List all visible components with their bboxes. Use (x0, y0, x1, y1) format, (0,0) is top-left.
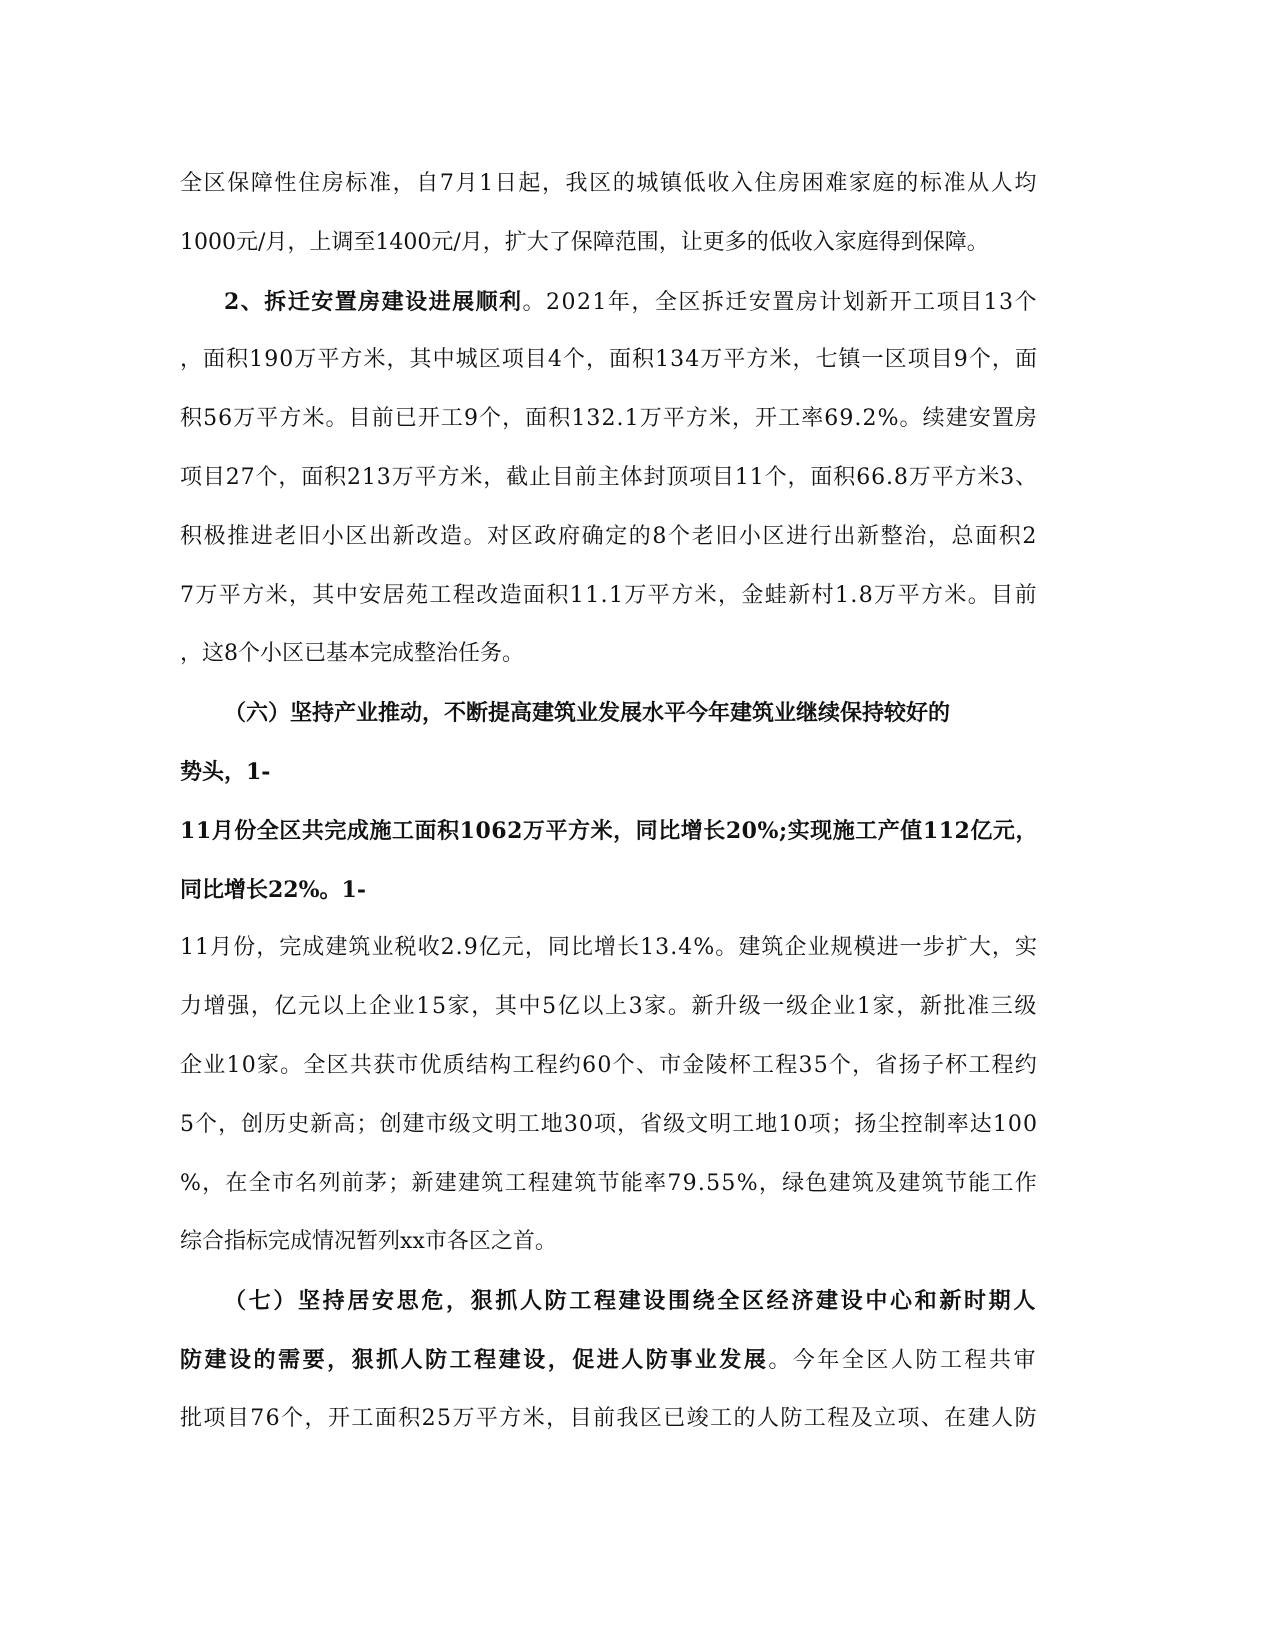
text-line (180, 919, 1038, 978)
text-line (180, 1390, 1038, 1449)
line-text (180, 567, 1038, 626)
line-text (180, 760, 270, 785)
text-run: 项目27个，面积213万平方米，截止目前主体封顶项目11个，面积66.8万平方米3、 (180, 464, 1038, 490)
line-text (180, 641, 524, 666)
line-text (180, 1037, 1038, 1096)
line-text (180, 155, 1038, 214)
text-run: 。今年全区人防工程共审 (768, 1347, 1038, 1373)
line-text (180, 802, 1038, 861)
text-line (180, 684, 1038, 743)
bold-text-run: 2、拆迁安置房建设进展顺利 (224, 288, 523, 315)
text-run: 7万平方米，其中安居苑工程改造面积11.1万平方米，金蛙新村1.8万平方米。目前 (180, 582, 1038, 608)
bold-text-run: 11月份全区共完成施工面积1062万平方米，同比增长20%;实现施工产值112亿元， (180, 817, 1038, 844)
text-line (180, 567, 1038, 626)
line-text (180, 508, 1038, 567)
text-line (180, 508, 1038, 567)
text-run: 。2021年，全区拆迁安置房计划新开工项目13个 (522, 289, 1039, 315)
bold-text-run: 防建设的需要，狠抓人防工程建设，促进人防事业发展 (180, 1346, 769, 1373)
bold-text-run: （七）坚持居安思危，狠抓人防工程建设围绕全区经济建设中心和新时期人 (224, 1288, 1038, 1315)
line-text (180, 449, 1038, 508)
text-line (180, 1213, 1038, 1272)
bold-text-run: （六）坚持产业推动，不断提高建筑业发展水平今年建筑业继续保持较好的 (224, 700, 951, 727)
text-line (180, 331, 1038, 390)
line-text (180, 1155, 1038, 1214)
line-text (180, 878, 366, 903)
text-line (180, 978, 1038, 1037)
text-run: 5个，创历史新高；创建市级文明工地30项，省级文明工地10项；扬尘控制率达100 (180, 1111, 1038, 1137)
text-line (180, 449, 1038, 508)
text-run: 力增强，亿元以上企业15家，其中5亿以上3家。新升级一级企业1家，新批准三级 (180, 994, 1038, 1020)
text-line (180, 861, 1038, 920)
text-run: 积56万平方米。目前已开工9个，面积132.1万平方米，开工率69.2%。续建安置房 (180, 406, 1038, 432)
line-text (180, 230, 989, 255)
line-text (180, 919, 1038, 978)
line-text (180, 1229, 557, 1254)
text-line (180, 273, 1038, 332)
text-line (180, 1096, 1038, 1155)
line-text (180, 1096, 1038, 1155)
text-line (180, 1331, 1038, 1390)
text-line (180, 743, 1038, 802)
text-line (180, 390, 1038, 449)
text-run: %，在全市名列前茅；新建建筑工程建筑节能率79.55%，绿色建筑及建筑节能工作 (180, 1170, 1038, 1196)
document-body (180, 155, 1038, 1449)
line-text (224, 701, 950, 726)
text-run: 积极推进老旧小区出新改造。对区政府确定的8个老旧小区进行出新整治，总面积2 (180, 523, 1038, 549)
text-run: 11月份，完成建筑业税收2.9亿元，同比增长13.4%。建筑企业规模进一步扩大，实 (180, 935, 1038, 961)
text-line (180, 1037, 1038, 1096)
text-line (180, 1272, 1038, 1331)
text-line (180, 155, 1038, 214)
text-run: ，这8个小区已基本完成整治任务。 (180, 641, 524, 667)
text-line (180, 1155, 1038, 1214)
bold-text-run: 同比增长22%。1- (180, 876, 366, 903)
line-text (180, 1331, 1038, 1390)
line-text (180, 331, 1038, 390)
text-run: 全区保障性住房标准，自7月1日起，我区的城镇低收入住房困难家庭的标准从人均 (180, 171, 1038, 196)
line-text (224, 1272, 1038, 1331)
line-text (180, 978, 1038, 1037)
text-line (180, 214, 1038, 273)
text-line (180, 802, 1038, 861)
line-text (224, 273, 1038, 332)
text-run: 1000元/月，上调至1400元/月，扩大了保障范围，让更多的低收入家庭得到保障。 (180, 229, 989, 255)
text-run: ，面积190万平方米，其中城区项目4个，面积134万平方米，七镇一区项目9个，面 (180, 347, 1038, 373)
line-text (180, 390, 1038, 449)
text-run: 综合指标完成情况暂列xx市各区之首。 (180, 1229, 557, 1255)
text-run: 企业10家。全区共获市优质结构工程约60个、市金陵杯工程35个，省扬子杯工程约 (180, 1052, 1038, 1078)
line-text (180, 1390, 1038, 1449)
bold-text-run: 势头，1- (180, 758, 271, 785)
text-line (180, 625, 1038, 684)
text-run: 批项目76个，开工面积25万平方米，目前我区已竣工的人防工程及立项、在建人防 (180, 1405, 1038, 1431)
